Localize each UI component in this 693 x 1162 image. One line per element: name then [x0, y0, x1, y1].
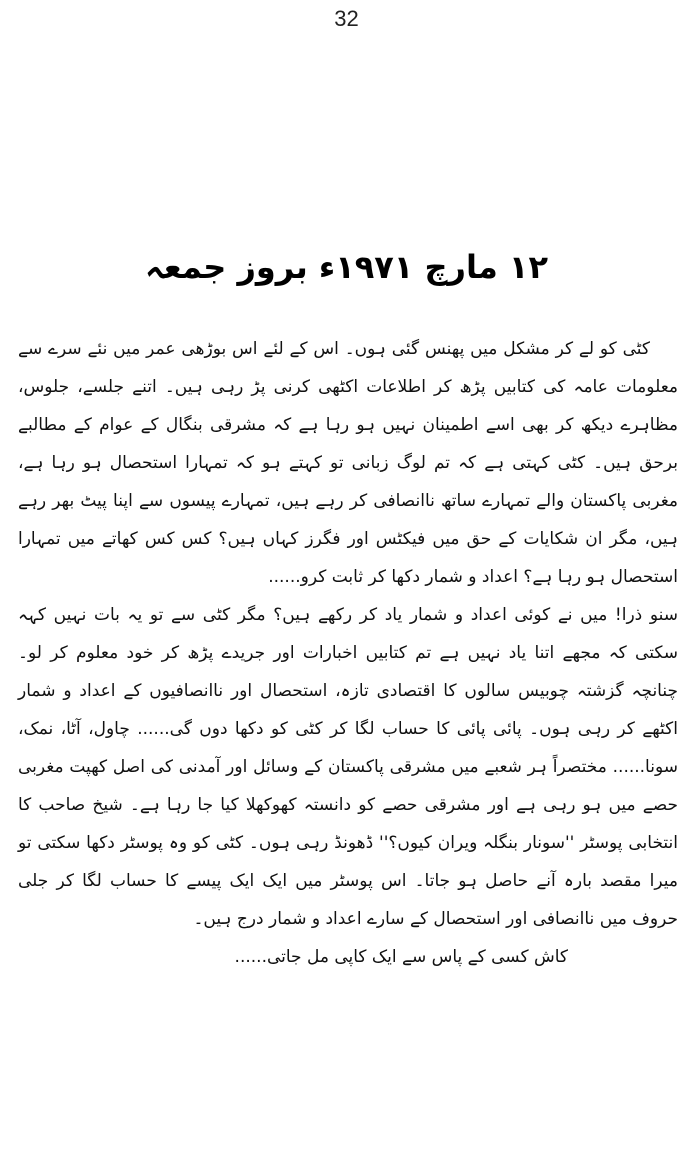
- paragraph-2: سنو ذرا! میں نے کوئی اعداد و شمار یاد کر رکھے ہیں؟ مگر کٹی سے تو یہ بات نہیں کہہ سکتی کہ مجھے اتنا یاد نہیں ہے تم کتابیں اخبارات اور جریدے پڑھ کر خود معلوم کر لو۔ چنانچہ گزشتہ چوبیس سالوں کا اقتصادی تازہ، استحصال اور ناانصافیوں کے اعداد و شمار اکٹھے کر رہی ہوں۔ پائی پائی کا حساب لگا کر کٹی کو دکھا دوں گی...... چاول، آٹا، نمک، سونا...... مختصراً ہر شعبے میں مشرقی پاکستان کے وسائل اور آمدنی کی اصل کھپت مغربی حصے میں ہو رہی ہے اور مشرقی حصے کو دانستہ کھوکھلا کیا جا رہا ہے۔ شیخ صاحب کا انتخابی پوسٹر ''سونار بنگلہ ویران کیوں؟'' ڈھونڈ رہی ہوں۔ کٹی کو وہ پوسٹر دکھا سکتی تو میرا مقصد بارہ آنے حاصل ہو جاتا۔ اس پوسٹر میں ایک ایک پیسے کا حساب لگا کر جلی حروف میں ناانصافی اور استحصال کے سارے اعداد و شمار درج ہیں۔: [18, 605, 678, 929]
- entry-heading: ۱۲ مارچ ۱۹۷۱ء بروز جمعہ: [145, 248, 548, 286]
- page-number: 32: [334, 6, 359, 31]
- paragraph-3: کاش کسی کے پاس سے ایک کاپی مل جاتی......: [234, 947, 568, 967]
- paragraph-1: کٹی کو لے کر مشکل میں پھنس گئی ہوں۔ اس کے لئے اس بوڑھی عمر میں نئے سرے سے معلومات عامہ کی کتابیں پڑھ کر اطلاعات اکٹھی کرنی پڑ رہی ہیں۔ اتنے جلسے، جلوس، مظاہرے دیکھ کر بھی اسے اطمینان نہیں ہو رہا ہے کہ مشرقی بنگال کے عوام کے مطالبے برحق ہیں۔ کٹی کہتی ہے کہ تم لوگ زبانی تو کہتے ہو کہ تمہارا استحصال ہو رہا ہے، مغربی پاکستان والے تمہارے ساتھ ناانصافی کر رہے ہیں، تمہارے پیسوں سے اپنا پیٹ بھر رہے ہیں، مگر ان شکایات کے حق میں فیکٹس اور فگرز کہاں ہیں؟ کس کس کھاتے میں تمہارا استحصال ہو رہا ہے؟ اعداد و شمار دکھا کر ثابت کرو......: [18, 339, 678, 587]
- diary-body: [18, 330, 678, 976]
